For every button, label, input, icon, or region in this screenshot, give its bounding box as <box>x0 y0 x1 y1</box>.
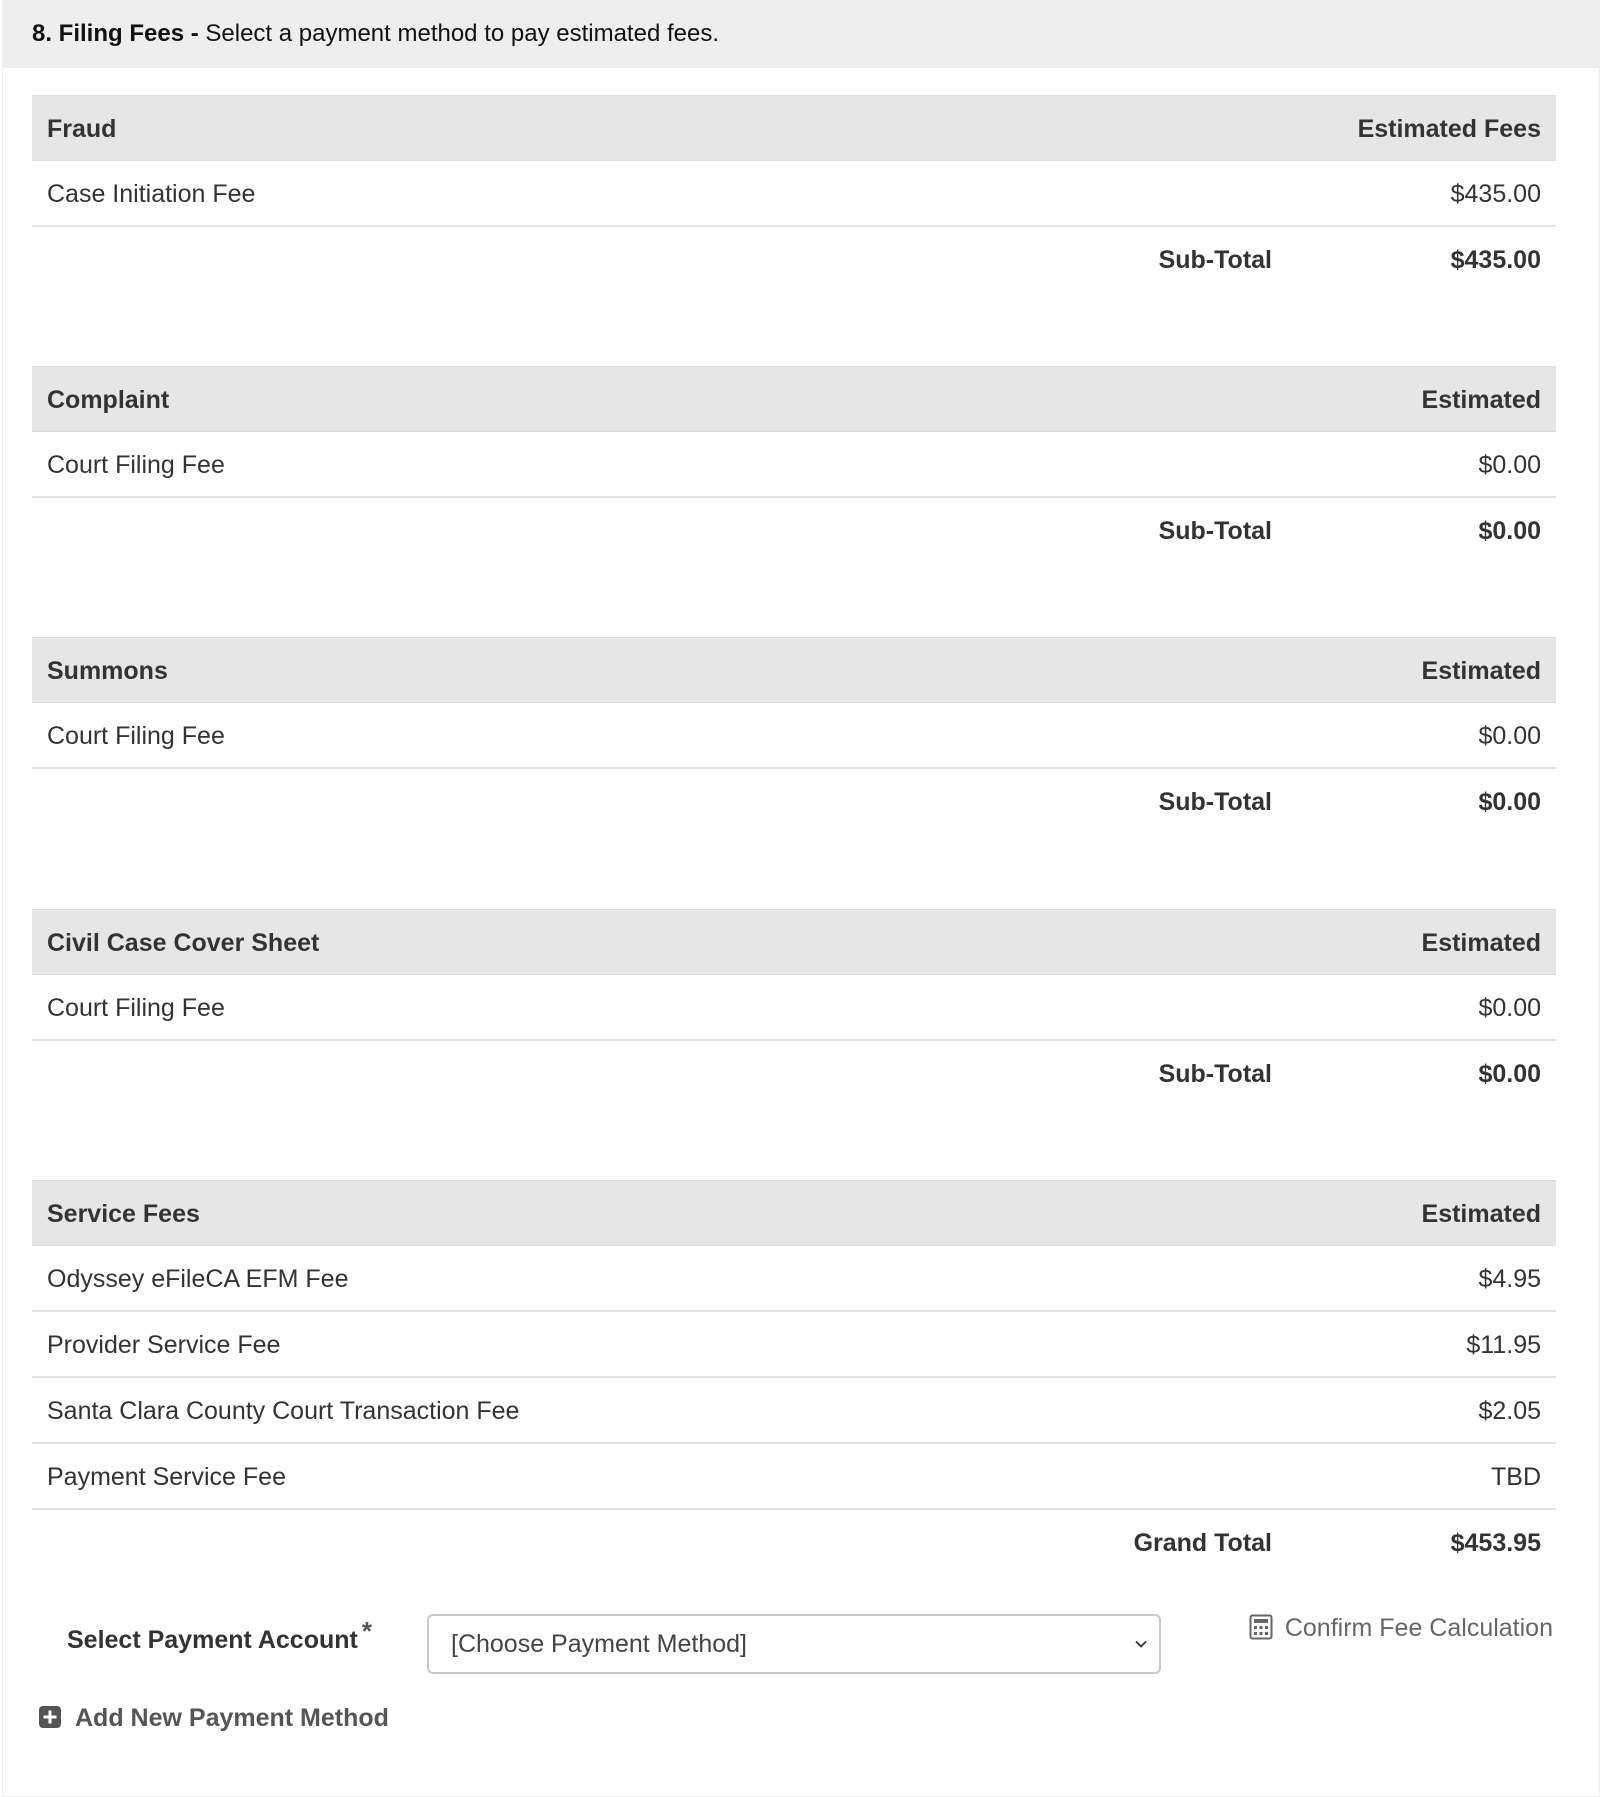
subtotal-row <box>32 498 1556 564</box>
fee-row <box>32 703 1556 769</box>
fee-label: Payment Service Fee <box>47 1463 286 1491</box>
subtotal-row <box>32 227 1556 293</box>
fee-table-civil-case-cover-sheet <box>32 909 1556 1107</box>
grand-total-row <box>32 1510 1556 1576</box>
subtotal-amount: $0.00 <box>1478 517 1541 545</box>
fee-table-summons <box>32 637 1556 835</box>
fee-row <box>32 1246 1556 1312</box>
subtotal-row <box>32 1041 1556 1107</box>
table-header <box>32 909 1556 975</box>
fee-label: Case Initiation Fee <box>47 180 256 208</box>
fee-row <box>32 1312 1556 1378</box>
table-header <box>32 95 1556 161</box>
subtotal-label: Sub-Total <box>1158 517 1272 545</box>
table-title: Service Fees <box>47 1200 200 1228</box>
fee-amount: $2.05 <box>1478 1397 1541 1425</box>
fee-label: Odyssey eFileCA EFM Fee <box>47 1265 349 1293</box>
column-header: Estimated <box>1421 1200 1541 1228</box>
table-title: Summons <box>47 657 168 685</box>
fee-label: Provider Service Fee <box>47 1331 281 1359</box>
fee-amount: $4.95 <box>1478 1265 1541 1293</box>
fee-row <box>32 975 1556 1041</box>
fee-table-fraud <box>32 95 1556 293</box>
table-title: Civil Case Cover Sheet <box>47 929 320 957</box>
required-asterisk: * <box>361 1616 372 1646</box>
fee-amount: $0.00 <box>1478 451 1541 479</box>
add-new-payment-method-label: Add New Payment Method <box>75 1704 389 1732</box>
subtotal-amount: $0.00 <box>1478 1060 1541 1088</box>
plus-square-icon <box>39 1706 61 1728</box>
fee-row <box>32 1444 1556 1510</box>
fee-amount: $0.00 <box>1478 722 1541 750</box>
table-title: Fraud <box>47 115 117 143</box>
column-header: Estimated <box>1421 657 1541 685</box>
panel-header <box>3 0 1599 68</box>
fee-row <box>32 432 1556 498</box>
subtotal-label: Sub-Total <box>1158 246 1272 274</box>
fee-amount: $11.95 <box>1466 1331 1541 1359</box>
table-header <box>32 637 1556 703</box>
column-header: Estimated <box>1421 929 1541 957</box>
fee-amount: $435.00 <box>1450 180 1541 208</box>
fee-label: Santa Clara County Court Transaction Fee <box>47 1397 520 1425</box>
fee-row <box>32 161 1556 227</box>
fee-label: Court Filing Fee <box>47 722 225 750</box>
subtotal-amount: $0.00 <box>1478 788 1541 816</box>
payment-account-row <box>3 1610 1599 1680</box>
subtotal-row <box>32 769 1556 835</box>
payment-account-label-text: Select Payment Account <box>67 1626 358 1654</box>
table-title: Complaint <box>47 386 170 414</box>
fee-table-complaint <box>32 366 1556 564</box>
table-header <box>32 1180 1556 1246</box>
fee-label: Court Filing Fee <box>47 994 225 1022</box>
payment-method-selected: [Choose Payment Method] <box>451 1630 747 1658</box>
subtotal-label: Sub-Total <box>1158 788 1272 816</box>
section-description: Select a payment method to pay estimated fees. <box>205 20 719 47</box>
subtotal-label: Sub-Total <box>1158 1060 1272 1088</box>
add-new-payment-method-link[interactable] <box>39 1700 389 1736</box>
section-number: 8. Filing Fees - <box>32 20 199 47</box>
confirm-fee-calculation-button[interactable] <box>1249 1610 1553 1646</box>
fee-amount: $0.00 <box>1478 994 1541 1022</box>
fee-label: Court Filing Fee <box>47 451 225 479</box>
column-header: Estimated Fees <box>1357 115 1541 143</box>
column-header: Estimated <box>1421 386 1541 414</box>
payment-account-label <box>67 1616 372 1655</box>
chevron-down-icon <box>1135 1638 1147 1650</box>
grand-total-label: Grand Total <box>1133 1529 1272 1557</box>
confirm-fee-calculation-label: Confirm Fee Calculation <box>1284 1614 1553 1642</box>
fee-amount: TBD <box>1491 1463 1541 1491</box>
subtotal-amount: $435.00 <box>1450 246 1541 274</box>
fee-table-service-fees <box>32 1180 1556 1576</box>
grand-total-amount: $453.95 <box>1450 1529 1541 1557</box>
payment-method-select[interactable] <box>427 1614 1161 1674</box>
calculator-icon <box>1249 1614 1273 1640</box>
table-header <box>32 366 1556 432</box>
fee-row <box>32 1378 1556 1444</box>
filing-fees-panel <box>2 0 1600 1797</box>
